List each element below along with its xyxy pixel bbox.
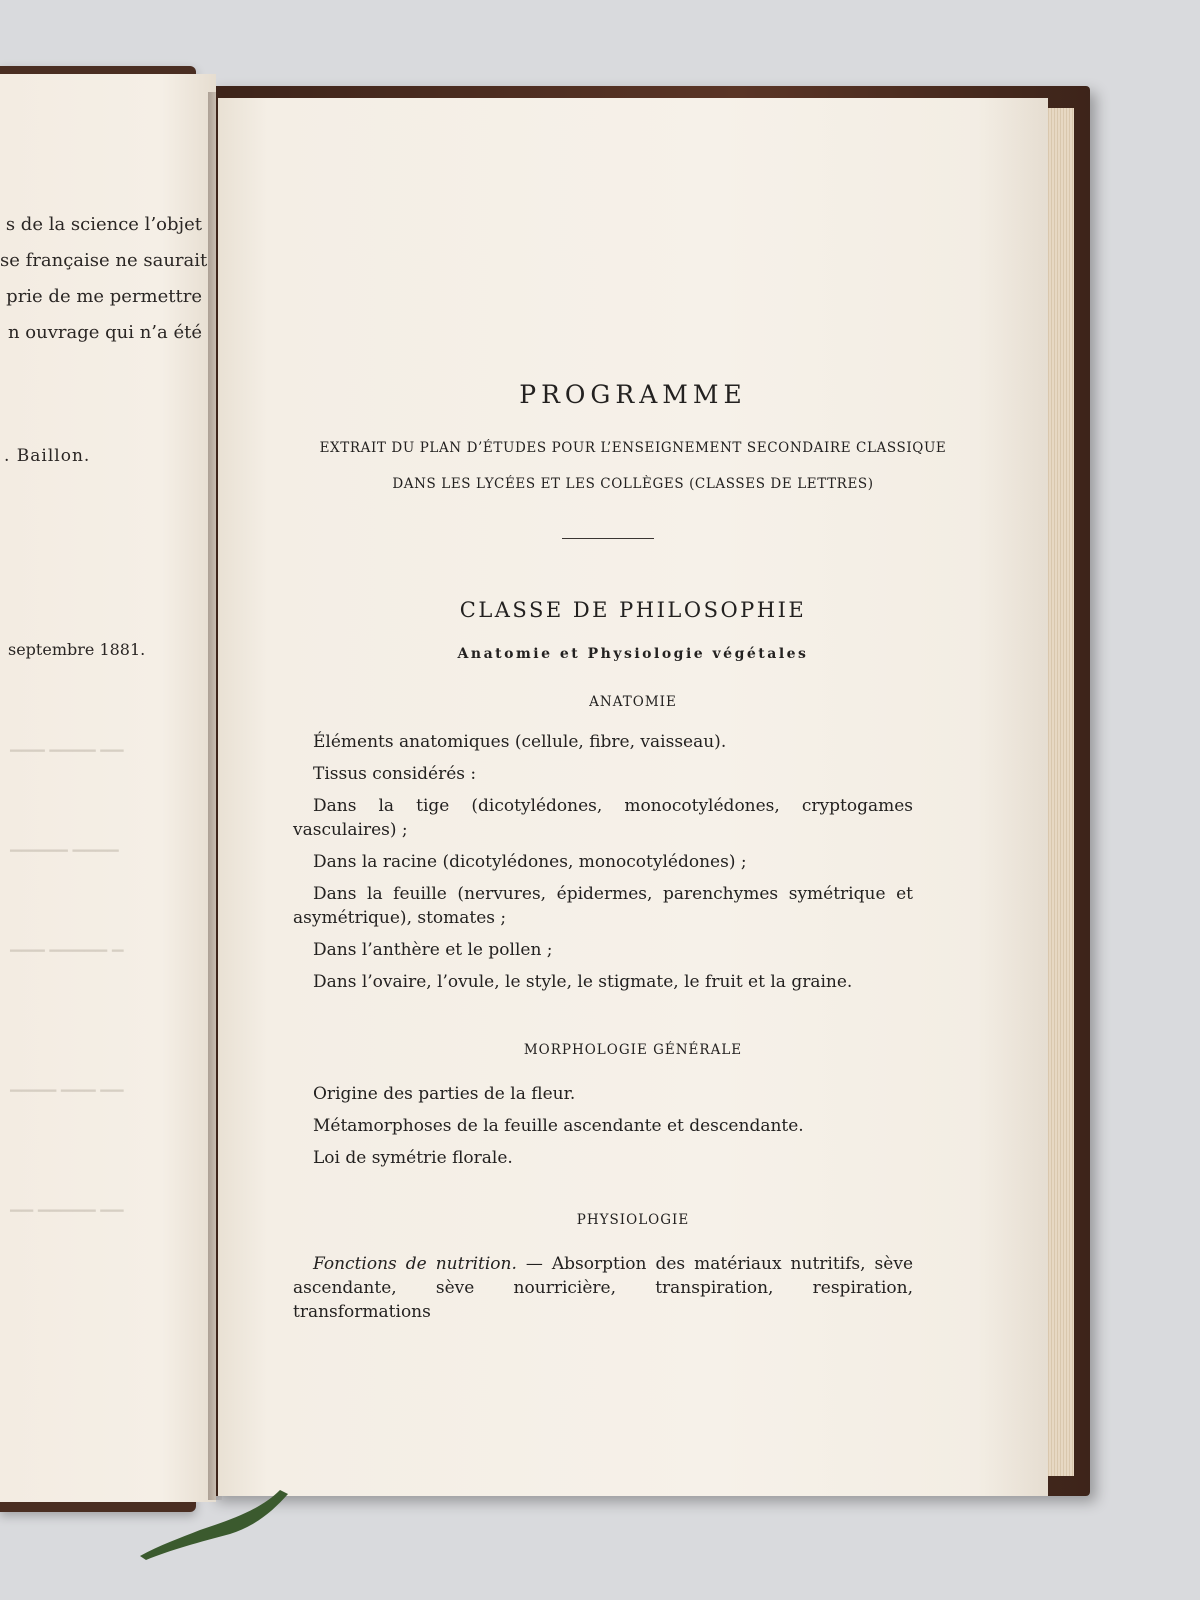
left-page-line-2: se française ne saurait xyxy=(0,250,208,271)
right-page xyxy=(218,98,1048,1496)
bleed-through-text: ▁▁ ▁▁▁▁▁ ▁▁ xyxy=(10,1194,124,1212)
bleed-through-text: ▁▁▁ ▁▁▁▁▁ ▁ xyxy=(10,934,124,952)
left-page-signature: . Baillon. xyxy=(4,446,91,466)
section-heading-physiologie: PHYSIOLOGIE xyxy=(576,1212,690,1228)
bookmark-ribbon xyxy=(140,1490,290,1560)
divider-rule xyxy=(562,538,654,539)
paragraph: Métamorphoses de la feuille ascendante et descendante. xyxy=(313,1116,804,1136)
subtitle-line-2: DANS LES LYCÉES ET LES COLLÈGES (CLASSES DE LETTRES) xyxy=(392,476,874,492)
paragraph: Dans la racine (dicotylédones, monocotylédones) ; xyxy=(313,852,747,872)
left-page-line-4: n ouvrage qui n’a été xyxy=(7,322,202,343)
section-heading-anatomie: ANATOMIE xyxy=(589,694,677,710)
page-title: PROGRAMME xyxy=(519,380,747,409)
paragraph: Tissus considérés : xyxy=(313,764,477,784)
subtitle-line-1: EXTRAIT DU PLAN D’ÉTUDES POUR L’ENSEIGNEMENT SECONDAIRE CLASSIQUE xyxy=(319,440,947,456)
left-page-line-1: s de la science l’objet xyxy=(5,214,202,235)
lead-rest: — Absorption des matériaux nutritifs, sève ascendante, sève nourricière, transpiration, respiration, transformations xyxy=(293,1254,914,1322)
paragraph: Loi de symétrie florale. xyxy=(313,1148,513,1168)
left-page-date: septembre 1881. xyxy=(8,640,146,659)
paragraph: Éléments anatomiques (cellule, fibre, vaisseau). xyxy=(313,732,727,752)
paragraph: Dans l’anthère et le pollen ; xyxy=(313,940,553,960)
page-edge-shade xyxy=(978,98,1048,1496)
section-heading-morphologie: MORPHOLOGIE GÉNÉRALE xyxy=(523,1042,743,1058)
subject-subheading: Anatomie et Physiologie végétales xyxy=(457,646,809,662)
paragraph: Dans la feuille (nervures, épidermes, parenchymes symétrique et asymétrique), stomates ; xyxy=(293,884,913,928)
paragraph: Dans la tige (dicotylédones, monocotylédones, cryptogames vasculaires) ; xyxy=(293,796,913,840)
bleed-through-text: ▁▁▁ ▁▁▁▁ ▁▁ xyxy=(10,734,124,752)
classe-heading: CLASSE DE PHILOSOPHIE xyxy=(459,598,807,622)
italic-lead: Fonctions de nutrition. xyxy=(313,1254,517,1274)
paragraph: Dans l’ovaire, l’ovule, le style, le stigmate, le fruit et la graine. xyxy=(313,972,853,992)
left-page xyxy=(0,74,216,1502)
bleed-through-text: ▁▁▁▁ ▁▁▁ ▁▁ xyxy=(10,1074,124,1092)
left-page-line-3: prie de me permettre xyxy=(6,286,202,307)
bleed-through-text: ▁▁▁▁▁ ▁▁▁▁ xyxy=(10,834,119,852)
paragraph: Origine des parties de la fleur. xyxy=(313,1084,576,1104)
paragraph-physiologie xyxy=(293,1252,913,1324)
